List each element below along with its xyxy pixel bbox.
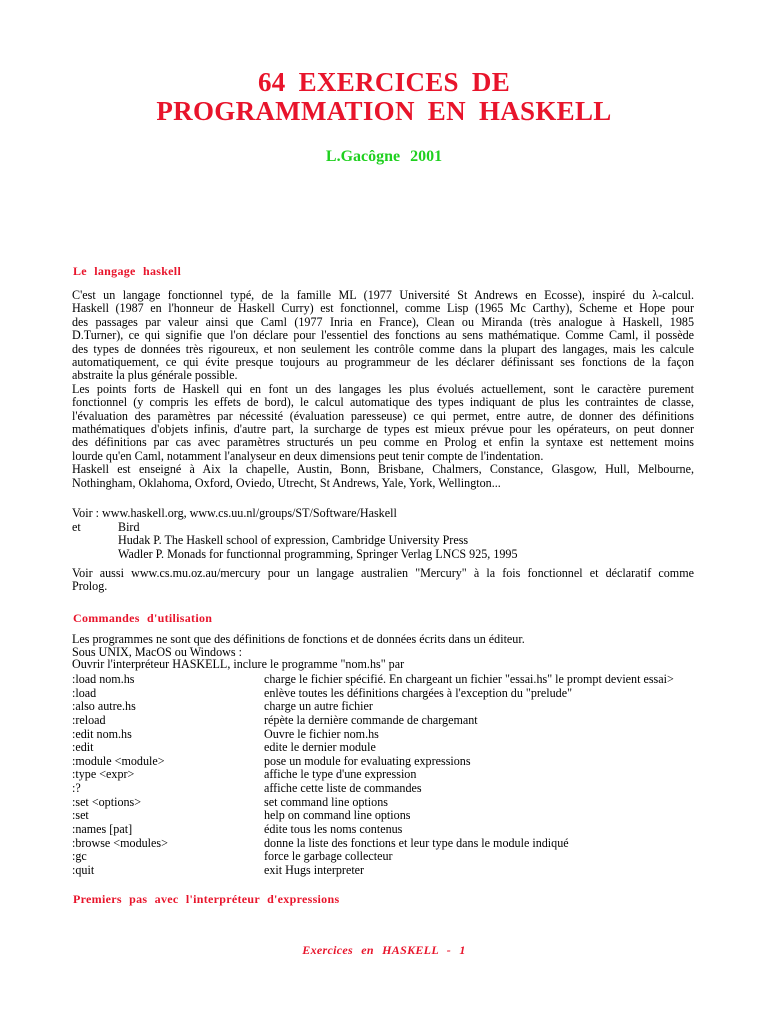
- reference-hudak: Hudak P. The Haskell school of expression, Cambridge University Press: [118, 533, 469, 548]
- intro-paragraph: [72, 289, 694, 490]
- text-line: des types de données très rigoureux, et non seulement les contrôle comme dans la plupart des langages, mais les calcule: [72, 341, 694, 356]
- bird-label: Bird: [118, 520, 140, 534]
- command-row: [72, 673, 674, 687]
- command-row: [72, 864, 674, 878]
- command-name: :names [pat]: [72, 822, 133, 837]
- text-line: D.Turner), ce qui signifie que l'on déclare pour l'essentiel des fonctions au sens mathématique. Comme Caml, il possède: [72, 328, 694, 343]
- command-row: [72, 796, 674, 810]
- command-row: [72, 823, 674, 837]
- voir-line: Voir : www.haskell.org, www.cs.uu.nl/groups/ST/Software/Haskell: [72, 506, 397, 520]
- text-line: l'évaluation des paramètres par nécessité (évaluation paresseuse) ce qui permet, entre autre, de donner des définitions: [72, 408, 694, 423]
- command-row: [72, 755, 674, 769]
- command-name: :set: [72, 808, 89, 823]
- command-row: [72, 741, 674, 755]
- command-description: pose un module for evaluating expressions: [264, 753, 471, 768]
- text-line: mathématiques d'objets infinis, d'autre part, la surcharge de types est mieux prévue pour les opérateurs, on peut donner: [72, 422, 694, 437]
- section-heading-premiers-pas: Premiers pas avec l'interpréteur d'expressions: [73, 892, 340, 906]
- author-line: L.Gacôgne 2001: [325, 148, 443, 165]
- command-row: [72, 687, 674, 701]
- text-line: Prolog.: [72, 579, 108, 594]
- command-row: [72, 768, 674, 782]
- command-description: répète la dernière commande de chargemant: [264, 712, 478, 727]
- command-row: [72, 809, 674, 823]
- text-line: Haskell (1987 en l'honneur de Haskell Curry) est fonctionnel, comme Lisp (1965 Mc Carthy), Scheme et Hope pour: [72, 301, 694, 316]
- command-description: affiche cette liste de commandes: [264, 781, 422, 796]
- command-name: :also autre.hs: [72, 699, 136, 714]
- text-line: Voir aussi www.cs.mu.oz.au/mercury pour un langage australien "Mercury" à la fois fonctionnel et déclaratif comme: [72, 566, 694, 580]
- command-row: [72, 837, 674, 851]
- section-heading-langage: Le langage haskell: [73, 264, 182, 278]
- command-name: :gc: [72, 849, 87, 864]
- command-name: :edit: [72, 740, 94, 755]
- command-row: [72, 714, 674, 728]
- command-description: Ouvre le fichier nom.hs: [264, 726, 379, 741]
- command-name: :type <expr>: [72, 767, 135, 782]
- text-line: Ouvrir l'interpréteur HASKELL, inclure le programme "nom.hs" par: [72, 657, 405, 672]
- command-description: charge un autre fichier: [264, 699, 373, 714]
- reference-bird: [72, 521, 694, 534]
- command-row: [72, 782, 674, 796]
- command-name: :?: [72, 781, 81, 796]
- command-name: :quit: [72, 862, 95, 877]
- commands-table: [72, 673, 674, 878]
- command-row: [72, 700, 674, 714]
- text-line: lourde qu'en Caml, notamment l'analyseur en deux dimensions peut tenir compte de l'indentation.: [72, 448, 544, 463]
- command-description: set command line options: [264, 794, 388, 809]
- text-line: fonctionnel (y compris les effets de bord), le calcul automatique des types indiquant de plus les contraintes de classe,: [72, 395, 694, 410]
- command-description: edite le dernier module: [264, 740, 376, 755]
- document-title-line2: PROGRAMMATION EN HASKELL: [156, 96, 612, 126]
- command-description: enlève toutes les définitions chargées à l'exception du "prelude": [264, 685, 573, 700]
- section-heading-commandes: Commandes d'utilisation: [73, 611, 213, 625]
- references-block: [72, 506, 694, 561]
- command-row: [72, 850, 674, 864]
- page-footer: Exercices en HASKELL - 1: [302, 943, 466, 957]
- text-line: Les points forts de Haskell qui en font un des langages les plus évolués actuellement, sont le caractère purement: [72, 381, 694, 396]
- command-name: :edit nom.hs: [72, 726, 132, 741]
- text-line: automatiquement, ce qui évite presque toujours au programmeur de les déclarer définissant ses fonctions de la façon: [72, 355, 694, 370]
- mercury-paragraph: [72, 567, 694, 594]
- command-description: force le garbage collecteur: [264, 849, 393, 864]
- reference-wadler: Wadler P. Monads for functionnal programming, Springer Verlag LNCS 925, 1995: [118, 546, 518, 561]
- text-line: Haskell est enseigné à Aix la chapelle, Austin, Bonn, Brisbane, Chalmers, Constance, Glasgow, Hull, Melbourne,: [72, 462, 694, 477]
- document-title-line1: 64 EXERCICES DE: [257, 67, 511, 97]
- text-line: Nothingham, Oklahoma, Oxford, Oviedo, Utrecht, St Andrews, Yale, York, Wellington...: [72, 475, 501, 490]
- command-row: [72, 728, 674, 742]
- et-label: et: [72, 520, 81, 534]
- text-line: des passages par valeur ainsi que Caml (1977 Inria en France), Clean ou Miranda (très analogue à Haskell, 1985: [72, 314, 694, 329]
- command-description: affiche le type d'une expression: [264, 767, 417, 782]
- command-description: édite tous les noms contenus: [264, 822, 403, 837]
- command-description: charge le fichier spécifié. En chargeant un fichier "essai.hs" le prompt devient essai>: [264, 672, 674, 686]
- command-name: :load: [72, 685, 97, 700]
- command-name: :reload: [72, 712, 106, 727]
- command-name: :module <module>: [72, 753, 165, 768]
- text-line: des définitions par cas avec paramètres structurés un peu comme en Prolog et enfin la syntaxe est nettement moins: [72, 435, 694, 450]
- command-name: :load nom.hs: [72, 672, 135, 686]
- command-name: :browse <modules>: [72, 835, 168, 850]
- command-description: exit Hugs interpreter: [264, 862, 365, 877]
- text-line: Les programmes ne sont que des définitions de fonctions et de données écrits dans un éditeur.: [72, 632, 525, 646]
- text-line: C'est un langage fonctionnel typé, de la famille ML (1977 Université St Andrews en Ecosse), inspiré du λ-calcul.: [72, 288, 694, 302]
- commands-intro: [72, 633, 525, 671]
- text-line: abstraite la plus générale possible.: [72, 368, 238, 383]
- command-description: donne la liste des fonctions et leur type dans le module indiqué: [264, 835, 569, 850]
- command-description: help on command line options: [264, 808, 411, 823]
- text-line: Sous UNIX, MacOS ou Windows :: [72, 644, 242, 659]
- command-name: :set <options>: [72, 794, 142, 809]
